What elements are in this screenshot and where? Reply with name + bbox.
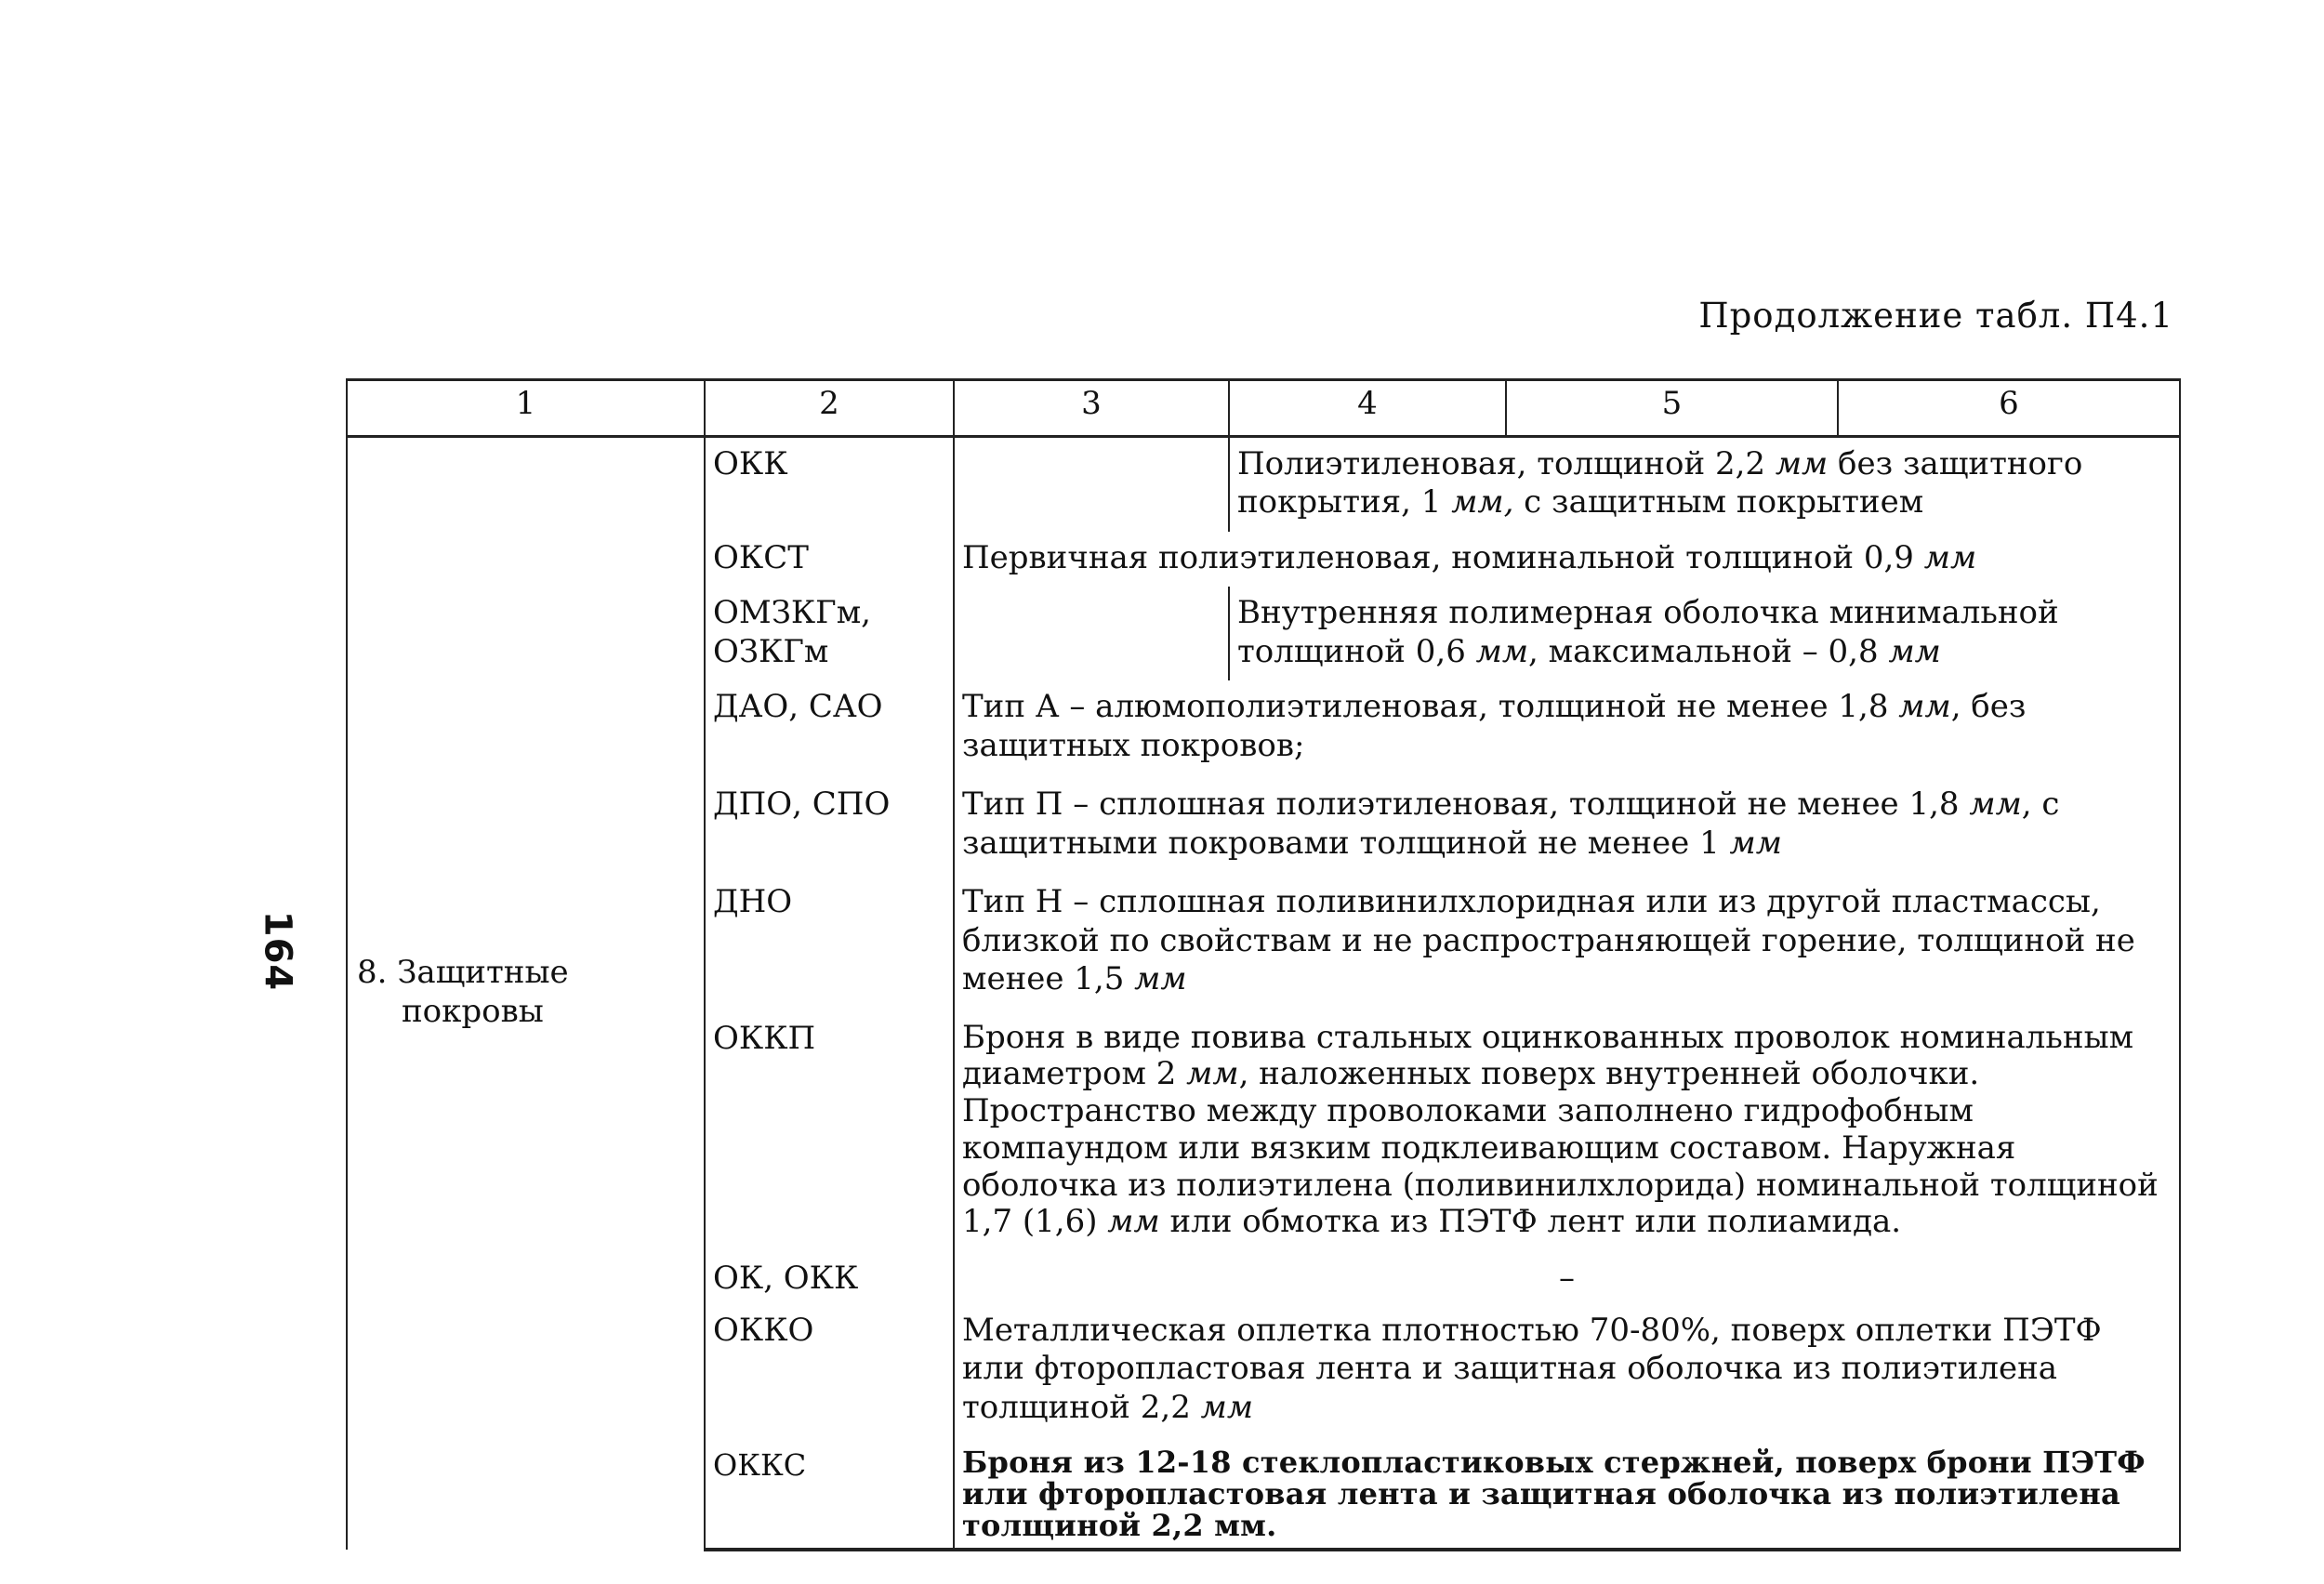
cable-code: ОККП	[705, 1012, 954, 1255]
column-number-4: 4	[1229, 380, 1506, 437]
column-number-1: 1	[347, 380, 705, 437]
column-number-row	[347, 380, 2180, 437]
cover-description: Полиэтиленовая, толщиной 2,2 мм без защитного покрытия, 1 мм, с защитным покрытием	[1229, 437, 2180, 532]
cable-code: ОККС	[705, 1440, 954, 1550]
cable-code: ОМЗКГм, ОЗКГм	[705, 587, 954, 680]
cover-description: –	[954, 1254, 2180, 1303]
column-number-3: 3	[954, 380, 1229, 437]
page-number: 164	[256, 910, 299, 992]
empty-cell	[954, 437, 1229, 532]
cable-code: ОК, ОКК	[705, 1254, 954, 1303]
group-label	[355, 954, 696, 1031]
cable-code: ОКСТ	[705, 532, 954, 587]
column-number-6: 6	[1838, 380, 2180, 437]
cover-description: Тип П – сплошная полиэтиленовая, толщиной не менее 1,8 мм, с защитными покровами толщиной не менее 1 мм	[954, 778, 2180, 876]
cable-code: ОКК	[705, 437, 954, 532]
table-continuation-caption: Продолжение табл. П4.1	[1698, 296, 2173, 336]
cover-description: Тип А – алюмополиэтиленовая, толщиной не менее 1,8 мм, без защитных покровов;	[954, 680, 2180, 778]
group-label-line: покровы	[402, 992, 544, 1030]
cover-description: Броня в виде повива стальных оцинкованных проволок номинальным диаметром 2 мм, наложенных поверх внутренней оболочки. Пространство между проволоками заполнено гидрофобным компаундом или вязким подклеивающим составом. Наружная оболочка из полиэтилена (поливинилхлорида) номинальной толщиной 1,7 (1,6) мм или обмотка из ПЭТФ лент или полиамида.	[954, 1012, 2180, 1255]
group-label-line: 8. Защитные	[357, 954, 569, 992]
cable-code: ДНО	[705, 876, 954, 1011]
table-row	[347, 437, 2180, 532]
specification-table	[346, 378, 2181, 1551]
cover-description: Броня из 12-18 стеклопластиковых стержней, поверх брони ПЭТФ или фторопластовая лента и защитная оболочка из полиэтилена толщиной 2,2 мм.	[954, 1440, 2180, 1550]
cover-description: Первичная полиэтиленовая, номинальной толщиной 0,9 мм	[954, 532, 2180, 587]
cable-code: ДАО, САО	[705, 680, 954, 778]
empty-cell	[954, 587, 1229, 680]
cover-description: Тип Н – сплошная поливинилхлоридная или из другой пластмассы, близкой по свойствам и не распространяющей горение, толщиной не менее 1,5 мм	[954, 876, 2180, 1011]
column-number-2: 2	[705, 380, 954, 437]
cable-code: ДПО, СПО	[705, 778, 954, 876]
cable-code: ОККО	[705, 1304, 954, 1440]
group-label-cell	[347, 437, 705, 1550]
cover-description: Металлическая оплетка плотностью 70-80%, поверх оплетки ПЭТФ или фторопластовая лента и защитная оболочка из полиэтилена толщиной 2,2 мм	[954, 1304, 2180, 1440]
column-number-5: 5	[1506, 380, 1838, 437]
cover-description: Внутренняя полимерная оболочка минимальной толщиной 0,6 мм, максимальной – 0,8 мм	[1229, 587, 2180, 680]
